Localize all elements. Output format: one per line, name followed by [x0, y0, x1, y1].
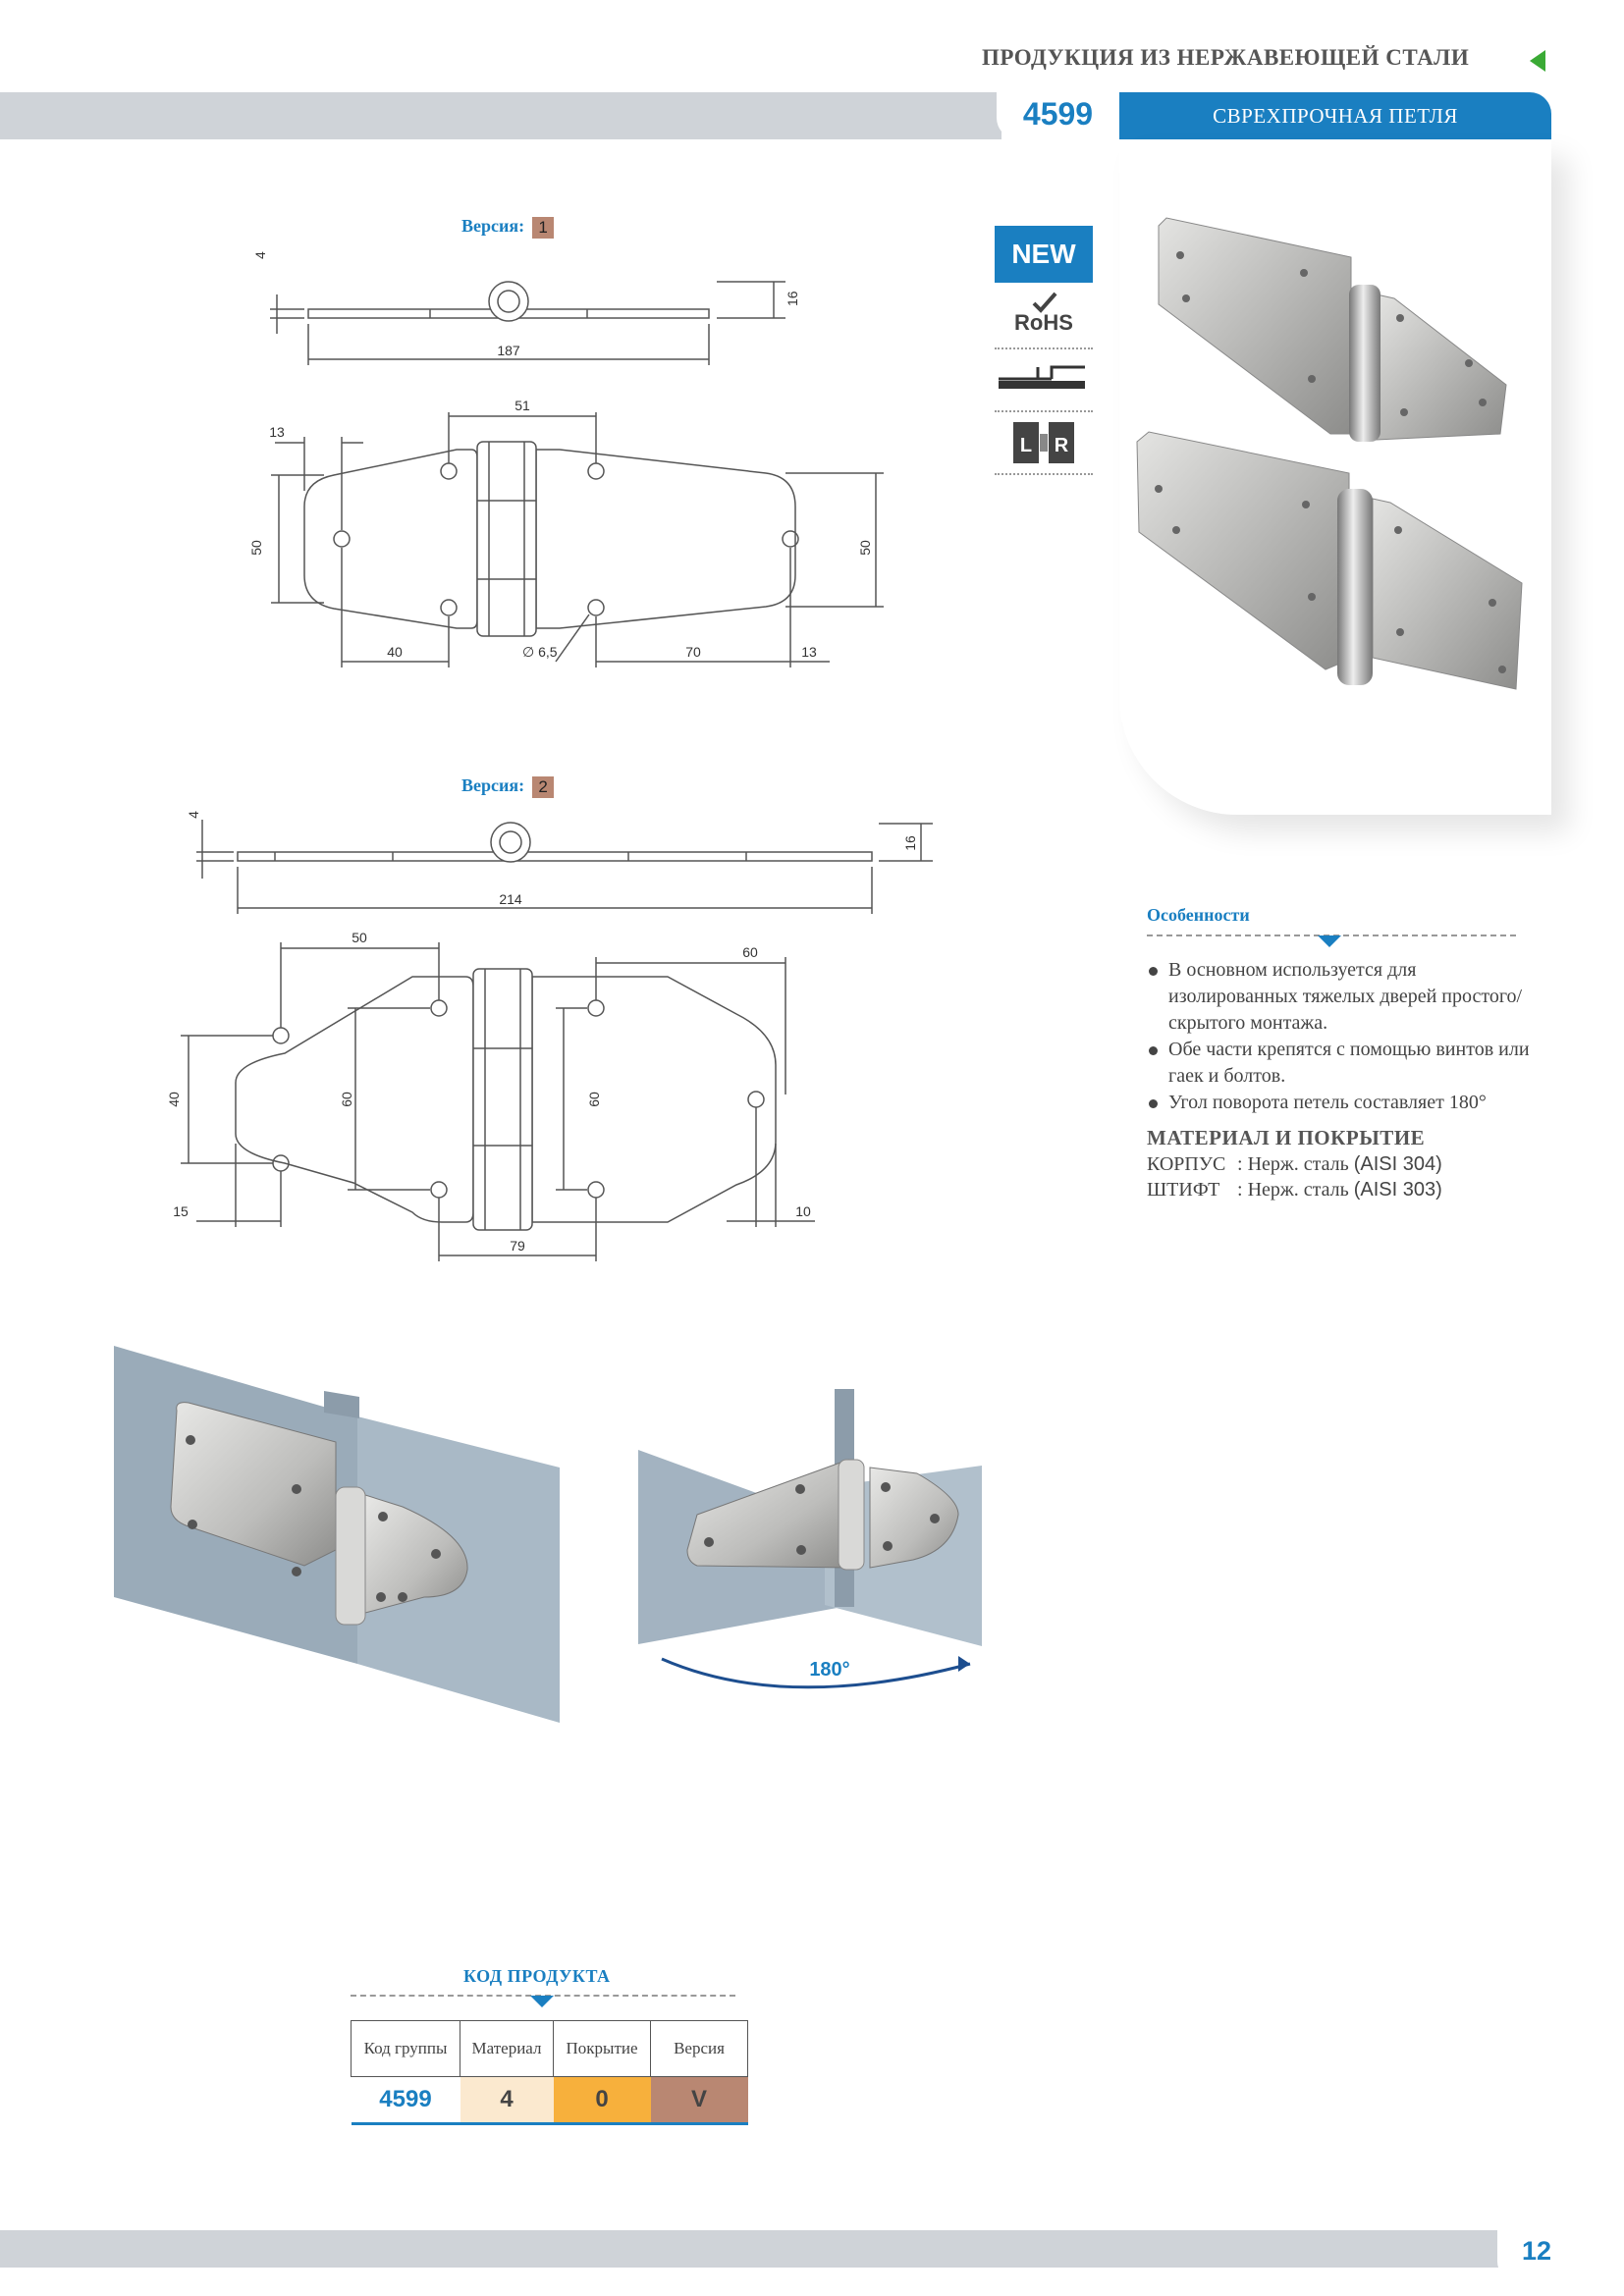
triangle-down-icon	[1318, 935, 1341, 947]
product-code: 4599	[997, 86, 1119, 139]
divider	[995, 338, 1093, 349]
features-title: Особенности	[1147, 905, 1250, 925]
triangle-down-icon	[530, 1996, 554, 2007]
bullet-icon	[1149, 967, 1158, 976]
product-code-table	[351, 2020, 748, 2125]
dim-top-right: 60	[742, 944, 758, 960]
drawing-version-2	[157, 800, 943, 1271]
dim-top: 51	[514, 398, 530, 413]
dim-right-offset: 13	[801, 644, 817, 660]
header-cell: Версия	[651, 2021, 748, 2077]
divider	[995, 463, 1093, 475]
product-name: СВРЕХПРОЧНАЯ ПЕТЛЯ	[1119, 92, 1551, 139]
dim-left-height: 50	[248, 540, 264, 556]
triangle-left-icon	[1530, 50, 1545, 72]
dim-left-offset: 13	[269, 424, 285, 440]
dim-inner-left: 60	[339, 1092, 354, 1107]
features-list	[1147, 957, 1540, 1116]
drawing-version-1	[236, 236, 903, 687]
product-code-title: КОД ПРОДУКТА	[463, 1966, 611, 1986]
finish-value: 0	[554, 2077, 651, 2124]
dim-bottom-right: 70	[685, 644, 701, 660]
new-badge: NEW	[995, 226, 1093, 283]
material-value: 4	[460, 2077, 554, 2124]
mounting-icon	[995, 357, 1093, 401]
dim-left-offset: 15	[173, 1203, 189, 1219]
list-item: Обе части крепятся с помощью винтов или гаек и болтов.	[1147, 1037, 1540, 1090]
version-value: V	[651, 2077, 748, 2124]
dim-right-height: 50	[857, 540, 873, 556]
dim-length: 214	[499, 891, 522, 907]
divider	[995, 400, 1093, 412]
page-number: 12	[1497, 2220, 1576, 2279]
rohs-badge: RoHS	[1014, 310, 1073, 335]
dim-length: 187	[497, 343, 520, 358]
version-box: 2	[532, 776, 554, 798]
rotation-label: 180°	[809, 1659, 850, 1681]
header-cell: Материал	[460, 2021, 554, 2077]
dim-bottom: 79	[510, 1238, 525, 1254]
bullet-icon	[1149, 1099, 1158, 1108]
dim-top-left: 50	[352, 930, 367, 945]
hinge-photo	[1119, 139, 1551, 815]
list-item: В основном используется для изолированных тяжелых дверей простого/скрытого монтажа.	[1147, 957, 1540, 1037]
installation-illustration	[108, 1340, 992, 1733]
version-2-label	[461, 775, 554, 798]
version-label: Версия:	[461, 775, 525, 795]
version-label: Версия:	[461, 216, 525, 236]
bullet-icon	[1149, 1046, 1158, 1055]
version-box: 1	[532, 217, 554, 239]
dim-inner-right: 60	[586, 1092, 602, 1107]
footer-band	[0, 2230, 1502, 2268]
header-band	[0, 92, 1001, 139]
material-row-body: КОРПУС : Нерж. сталь (AISI 304)	[1147, 1153, 1442, 1175]
dim-height: 16	[785, 291, 800, 306]
right-letter: R	[1054, 435, 1069, 456]
dim-right-offset: 10	[795, 1203, 811, 1219]
material-title: МАТЕРИАЛ И ПОКРЫТИЕ	[1147, 1126, 1426, 1149]
group-code-value: 4599	[379, 2086, 432, 2112]
product-photo-panel	[1119, 139, 1551, 815]
material-row-pin: ШТИФТ : Нерж. сталь (AISI 303)	[1147, 1179, 1442, 1201]
header-cell: Код группы	[352, 2021, 460, 2077]
dim-thickness: 4	[186, 811, 201, 819]
dim-bottom-left: 40	[387, 644, 403, 660]
left-letter: L	[1019, 435, 1033, 456]
category-title: ПРОДУКЦИЯ ИЗ НЕРЖАВЕЮЩЕЙ СТАЛИ	[982, 45, 1470, 70]
dim-thickness: 4	[252, 251, 268, 259]
dim-height: 16	[902, 835, 918, 851]
header-cell: Покрытие	[554, 2021, 651, 2077]
dim-hole: ∅ 6,5	[522, 644, 558, 660]
list-item: Угол поворота петель составляет 180°	[1147, 1090, 1540, 1116]
dim-left-height: 40	[166, 1092, 182, 1107]
